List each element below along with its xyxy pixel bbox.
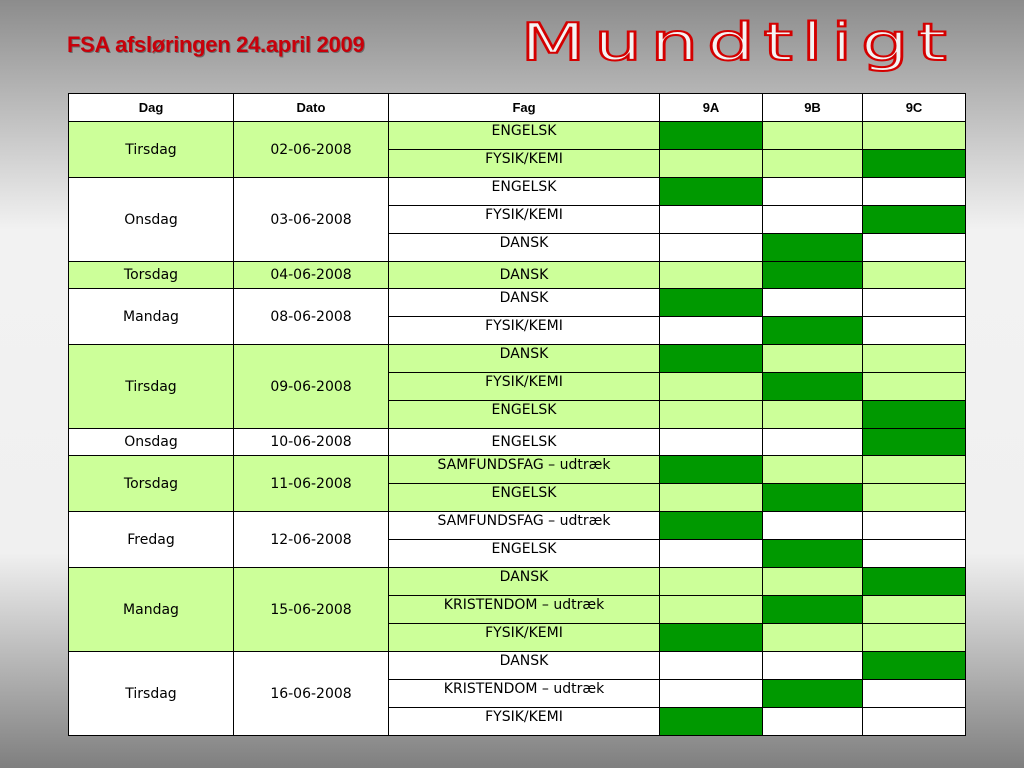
- class-9b-cell-marked: [763, 234, 863, 262]
- class-9b-cell-marked: [763, 262, 863, 289]
- class-9c-cell-marked: [863, 401, 966, 429]
- subject-cell: SAMFUNDSFAG – udtræk: [389, 456, 660, 484]
- class-9c-cell: [863, 512, 966, 540]
- class-9a-cell: [660, 373, 763, 401]
- subject-cell: DANSK: [389, 345, 660, 373]
- subject-cell: KRISTENDOM – udtræk: [389, 680, 660, 708]
- class-9b-cell-marked: [763, 484, 863, 512]
- day-cell: Onsdag: [69, 178, 234, 262]
- column-header-dato: Dato: [234, 94, 389, 122]
- class-9c-cell: [863, 373, 966, 401]
- class-9b-cell: [763, 708, 863, 736]
- class-9c-cell-marked: [863, 150, 966, 178]
- subject-cell: ENGELSK: [389, 122, 660, 150]
- exam-schedule-table: [68, 93, 966, 736]
- class-9a-cell: [660, 150, 763, 178]
- subject-cell: ENGELSK: [389, 429, 660, 456]
- date-cell: 03-06-2008: [234, 178, 389, 262]
- subject-cell: ENGELSK: [389, 484, 660, 512]
- table-row: [69, 262, 966, 289]
- class-9b-cell-marked: [763, 680, 863, 708]
- day-cell: Mandag: [69, 289, 234, 345]
- table-header-row: [69, 94, 966, 122]
- class-9a-cell-marked: [660, 456, 763, 484]
- subject-cell: DANSK: [389, 234, 660, 262]
- class-9c-cell: [863, 122, 966, 150]
- subject-cell: FYSIK/KEMI: [389, 373, 660, 401]
- column-header-9b: 9B: [763, 94, 863, 122]
- class-9b-cell: [763, 150, 863, 178]
- subject-cell: ENGELSK: [389, 178, 660, 206]
- table-body: [69, 122, 966, 736]
- day-cell: Tirsdag: [69, 345, 234, 429]
- subject-cell: SAMFUNDSFAG – udtræk: [389, 512, 660, 540]
- class-9c-cell: [863, 289, 966, 317]
- class-9c-cell: [863, 484, 966, 512]
- class-9c-cell: [863, 624, 966, 652]
- subject-cell: FYSIK/KEMI: [389, 624, 660, 652]
- table-row: [69, 652, 966, 680]
- class-9a-cell: [660, 540, 763, 568]
- day-cell: Torsdag: [69, 456, 234, 512]
- class-9b-cell-marked: [763, 540, 863, 568]
- table-row: [69, 289, 966, 317]
- subject-cell: KRISTENDOM – udtræk: [389, 596, 660, 624]
- date-cell: 10-06-2008: [234, 429, 389, 456]
- subject-cell: DANSK: [389, 289, 660, 317]
- wordart-title-text: Mundtligt: [520, 13, 956, 73]
- date-cell: 16-06-2008: [234, 652, 389, 736]
- class-9a-cell: [660, 206, 763, 234]
- class-9c-cell: [863, 680, 966, 708]
- class-9b-cell: [763, 512, 863, 540]
- subject-cell: FYSIK/KEMI: [389, 150, 660, 178]
- subject-cell: FYSIK/KEMI: [389, 708, 660, 736]
- class-9b-cell: [763, 401, 863, 429]
- class-9c-cell: [863, 178, 966, 206]
- class-9a-cell: [660, 429, 763, 456]
- date-cell: 04-06-2008: [234, 262, 389, 289]
- class-9c-cell: [863, 317, 966, 345]
- table-row: [69, 429, 966, 456]
- class-9b-cell: [763, 345, 863, 373]
- class-9c-cell: [863, 540, 966, 568]
- day-cell: Mandag: [69, 568, 234, 652]
- date-cell: 15-06-2008: [234, 568, 389, 652]
- table-row: [69, 512, 966, 540]
- subject-cell: ENGELSK: [389, 401, 660, 429]
- class-9b-cell-marked: [763, 596, 863, 624]
- subject-cell: FYSIK/KEMI: [389, 206, 660, 234]
- class-9c-cell: [863, 262, 966, 289]
- table-row: [69, 456, 966, 484]
- column-header-fag: Fag: [389, 94, 660, 122]
- class-9a-cell: [660, 401, 763, 429]
- class-9b-cell: [763, 178, 863, 206]
- class-9c-cell: [863, 708, 966, 736]
- class-9b-cell: [763, 624, 863, 652]
- class-9a-cell: [660, 234, 763, 262]
- column-header-9c: 9C: [863, 94, 966, 122]
- day-cell: Onsdag: [69, 429, 234, 456]
- table-row: [69, 178, 966, 206]
- date-cell: 09-06-2008: [234, 345, 389, 429]
- class-9c-cell: [863, 596, 966, 624]
- class-9a-cell-marked: [660, 624, 763, 652]
- table-row: [69, 345, 966, 373]
- class-9c-cell-marked: [863, 429, 966, 456]
- column-header-dag: Dag: [69, 94, 234, 122]
- subject-cell: DANSK: [389, 652, 660, 680]
- day-cell: Fredag: [69, 512, 234, 568]
- column-header-9a: 9A: [660, 94, 763, 122]
- class-9a-cell: [660, 568, 763, 596]
- class-9a-cell-marked: [660, 178, 763, 206]
- class-9a-cell: [660, 317, 763, 345]
- subject-cell: DANSK: [389, 568, 660, 596]
- class-9b-cell: [763, 652, 863, 680]
- subject-cell: ENGELSK: [389, 540, 660, 568]
- slide-subtitle: FSA afsløringen 24.april 2009: [67, 32, 365, 57]
- day-cell: Tirsdag: [69, 122, 234, 178]
- class-9c-cell-marked: [863, 206, 966, 234]
- class-9a-cell-marked: [660, 345, 763, 373]
- class-9a-cell-marked: [660, 122, 763, 150]
- table-row: [69, 122, 966, 150]
- date-cell: 11-06-2008: [234, 456, 389, 512]
- class-9c-cell: [863, 234, 966, 262]
- subject-cell: DANSK: [389, 262, 660, 289]
- class-9a-cell-marked: [660, 289, 763, 317]
- class-9c-cell-marked: [863, 568, 966, 596]
- class-9a-cell: [660, 680, 763, 708]
- class-9c-cell: [863, 456, 966, 484]
- table-row: [69, 568, 966, 596]
- class-9b-cell: [763, 568, 863, 596]
- class-9c-cell: [863, 345, 966, 373]
- class-9c-cell-marked: [863, 652, 966, 680]
- class-9a-cell: [660, 596, 763, 624]
- class-9b-cell: [763, 456, 863, 484]
- class-9b-cell: [763, 429, 863, 456]
- class-9b-cell-marked: [763, 373, 863, 401]
- class-9b-cell: [763, 206, 863, 234]
- date-cell: 02-06-2008: [234, 122, 389, 178]
- date-cell: 08-06-2008: [234, 289, 389, 345]
- class-9a-cell: [660, 652, 763, 680]
- day-cell: Torsdag: [69, 262, 234, 289]
- class-9a-cell: [660, 262, 763, 289]
- date-cell: 12-06-2008: [234, 512, 389, 568]
- class-9a-cell-marked: [660, 512, 763, 540]
- class-9a-cell-marked: [660, 708, 763, 736]
- class-9b-cell: [763, 122, 863, 150]
- subject-cell: FYSIK/KEMI: [389, 317, 660, 345]
- wordart-title: [516, 12, 961, 82]
- class-9b-cell: [763, 289, 863, 317]
- class-9a-cell: [660, 484, 763, 512]
- class-9b-cell-marked: [763, 317, 863, 345]
- day-cell: Tirsdag: [69, 652, 234, 736]
